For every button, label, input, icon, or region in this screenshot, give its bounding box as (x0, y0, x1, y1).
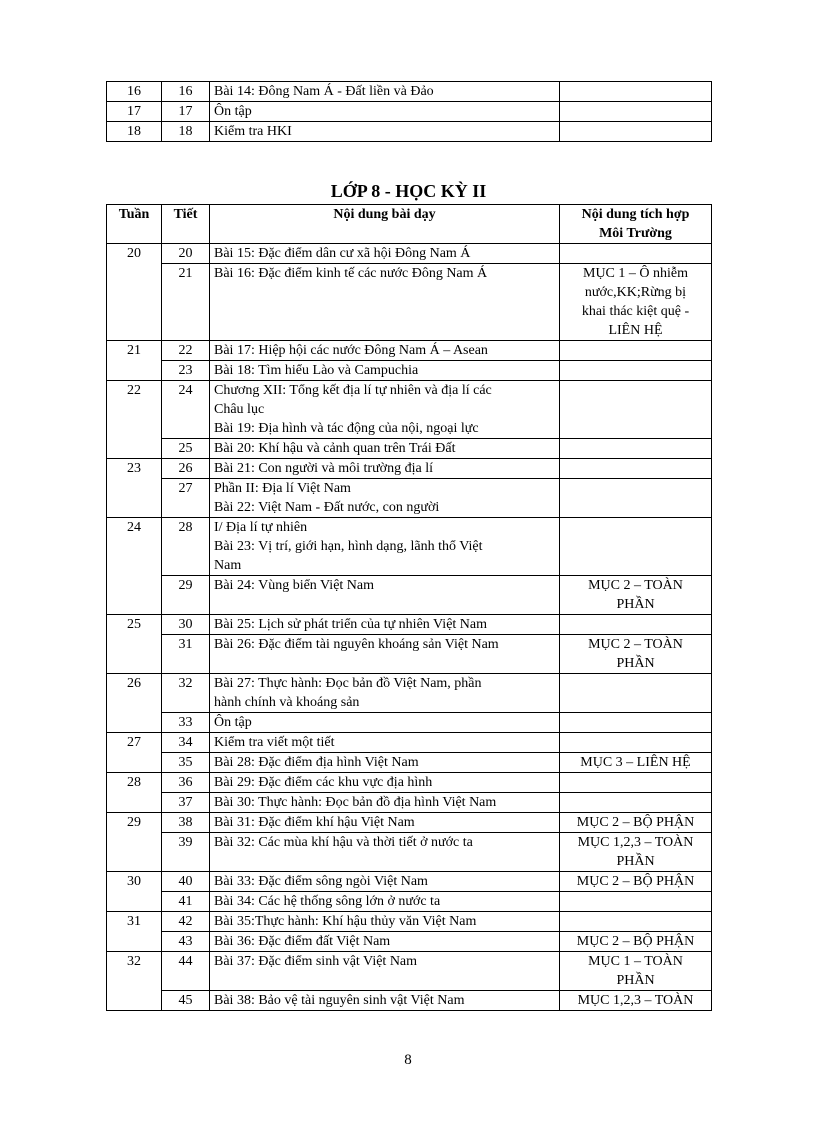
cell-tich-hop (560, 479, 712, 518)
section-title: LỚP 8 - HỌC KỲ II (330, 181, 487, 201)
cell-tuan: 18 (107, 122, 162, 142)
cell-tuan: 21 (107, 341, 162, 381)
cell-tich-hop (560, 872, 712, 892)
cell-tich-hop (560, 381, 712, 439)
table-row (107, 813, 712, 833)
cell-tiet: 17 (162, 102, 210, 122)
cell-tich-hop (560, 459, 712, 479)
cell-tuan: 22 (107, 381, 162, 459)
cell-tich-hop (560, 674, 712, 713)
cell-tich-hop (560, 341, 712, 361)
header-tich-hop-line1: Nội dung tích hợp (581, 207, 690, 222)
cell-tich-hop (560, 833, 712, 872)
cell-noi-dung (210, 439, 560, 459)
cell-noi-dung-line: Bài 29: Đặc điểm các khu vực địa hình (214, 775, 433, 790)
cell-noi-dung (210, 341, 560, 361)
page-number: 8 (404, 1052, 412, 1068)
cell-tich-hop-line: PHẦN (616, 854, 655, 869)
cell-tiet: 20 (162, 244, 210, 264)
cell-tich-hop (560, 793, 712, 813)
cell-noi-dung (210, 892, 560, 912)
table-row (107, 439, 712, 459)
cell-tich-hop (560, 892, 712, 912)
cell-tich-hop (560, 518, 712, 576)
cell-noi-dung-line: Bài 33: Đặc điểm sông ngòi Việt Nam (214, 874, 428, 889)
cell-tich-hop-line: MỤC 2 – BỘ PHẬN (576, 874, 695, 889)
cell-tich-hop-line: MỤC 3 – LIÊN HỆ (580, 755, 691, 770)
cell-tich-hop-line: MỤC 1,2,3 – TOÀN (577, 835, 694, 850)
cell-noi-dung (210, 813, 560, 833)
cell-tich-hop (560, 244, 712, 264)
cell-tuan: 32 (107, 952, 162, 1011)
cell-noi-dung-line: Bài 16: Đặc điểm kinh tế các nước Đông Nam Á (214, 266, 488, 281)
table-row (107, 833, 712, 872)
cell-tiet: 26 (162, 459, 210, 479)
table-row (107, 341, 712, 361)
cell-tuan: 29 (107, 813, 162, 872)
cell-noi-dung (210, 459, 560, 479)
cell-tuan: 28 (107, 773, 162, 813)
cell-tiet: 34 (162, 733, 210, 753)
cell-tich-hop-line: nước,KK;Rừng bị (584, 285, 687, 300)
cell-noi-dung-line: Ôn tập (214, 715, 252, 730)
table-row (107, 518, 712, 576)
table-row (107, 264, 712, 341)
table-row (107, 932, 712, 952)
cell-noi-dung (210, 381, 560, 439)
cell-tiet: 31 (162, 635, 210, 674)
cell-tiet: 30 (162, 615, 210, 635)
header-tich-hop (560, 205, 712, 244)
cell-tiet: 37 (162, 793, 210, 813)
cell-noi-dung (210, 833, 560, 872)
cell-noi-dung-line: Bài 37: Đặc điểm sinh vật Việt Nam (214, 954, 418, 969)
table-row (107, 102, 712, 122)
cell-tuan: 27 (107, 733, 162, 773)
cell-noi-dung (210, 912, 560, 932)
cell-tich-hop (560, 713, 712, 733)
cell-noi-dung (210, 793, 560, 813)
cell-tuan: 17 (107, 102, 162, 122)
table-row (107, 713, 712, 733)
table-row (107, 361, 712, 381)
table-row (107, 381, 712, 439)
cell-tich-hop (560, 773, 712, 793)
table-row (107, 122, 712, 142)
table-row (107, 773, 712, 793)
table-row (107, 674, 712, 713)
cell-noi-dung (210, 753, 560, 773)
cell-noi-dung (210, 576, 560, 615)
table-row (107, 793, 712, 813)
cell-noi-dung: Bài 14: Đông Nam Á - Đất liền và Đảo (210, 82, 560, 102)
cell-tuan: 23 (107, 459, 162, 518)
table-row (107, 912, 712, 932)
cell-tich-hop (560, 615, 712, 635)
cell-noi-dung-line: Bài 36: Đặc điểm đất Việt Nam (214, 934, 391, 949)
cell-noi-dung (210, 635, 560, 674)
cell-tiet: 24 (162, 381, 210, 439)
cell-tich-hop-line: LIÊN HỆ (608, 323, 663, 338)
cell-noi-dung (210, 518, 560, 576)
cell-tich-hop-line: MỤC 1,2,3 – TOÀN (577, 993, 694, 1008)
cell-noi-dung-line: Bài 38: Bảo vệ tài nguyên sinh vật Việt Nam (214, 993, 465, 1008)
cell-tiet: 42 (162, 912, 210, 932)
cell-tuan: 16 (107, 82, 162, 102)
cell-noi-dung-line: Bài 27: Thực hành: Đọc bản đồ Việt Nam, phần (214, 676, 482, 691)
cell-tich-hop (560, 361, 712, 381)
cell-tuan: 31 (107, 912, 162, 952)
top-table (106, 81, 712, 142)
cell-noi-dung-line: Bài 31: Đặc điểm khí hậu Việt Nam (214, 815, 415, 830)
header-noi-dung: Nội dung bài dạy (210, 205, 560, 244)
header-tiet: Tiết (162, 205, 210, 244)
cell-tich-hop-line: PHẦN (616, 973, 655, 988)
cell-tuan: 26 (107, 674, 162, 733)
cell-tich-hop-line: khai thác kiệt quệ - (581, 304, 690, 319)
cell-tiet: 41 (162, 892, 210, 912)
cell-noi-dung-line: Bài 32: Các mùa khí hậu và thời tiết ở nước ta (214, 835, 473, 850)
cell-tiet: 45 (162, 991, 210, 1011)
cell-noi-dung-line: Phần II: Địa lí Việt Nam (214, 481, 351, 496)
header-row (107, 205, 712, 244)
cell-tiet: 29 (162, 576, 210, 615)
cell-noi-dung-line: Bài 15: Đặc điểm dân cư xã hội Đông Nam Á (214, 246, 471, 261)
cell-noi-dung-line: Bài 24: Vùng biển Việt Nam (214, 578, 375, 593)
cell-tich-hop (560, 733, 712, 753)
cell-noi-dung-line: Chương XII: Tổng kết địa lí tự nhiên và địa lí các (214, 383, 492, 398)
cell-tiet: 43 (162, 932, 210, 952)
cell-tuan: 20 (107, 244, 162, 341)
cell-tich-hop (560, 635, 712, 674)
cell-tiet: 22 (162, 341, 210, 361)
table-row (107, 635, 712, 674)
cell-tiet: 38 (162, 813, 210, 833)
cell-tich-hop (560, 576, 712, 615)
table-row (107, 576, 712, 615)
cell-tuan: 30 (107, 872, 162, 912)
cell-noi-dung-line: Bài 20: Khí hậu và cảnh quan trên Trái Đất (214, 441, 456, 456)
cell-tich-hop-line: MỤC 1 – Ô nhiễm (583, 266, 688, 281)
table-row (107, 991, 712, 1011)
cell-noi-dung (210, 713, 560, 733)
cell-noi-dung-line: Nam (214, 558, 242, 573)
cell-noi-dung-line: Bài 19: Địa hình và tác động của nội, ngoại lực (214, 421, 479, 436)
cell-tiet: 21 (162, 264, 210, 341)
cell-noi-dung (210, 952, 560, 991)
curriculum-table (106, 204, 712, 1011)
cell-noi-dung-line: I/ Địa lí tự nhiên (214, 520, 308, 535)
cell-tich-hop (560, 82, 712, 102)
cell-noi-dung: Kiểm tra HKI (210, 122, 560, 142)
cell-tich-hop (560, 813, 712, 833)
table-row (107, 733, 712, 753)
cell-tich-hop (560, 753, 712, 773)
cell-noi-dung (210, 733, 560, 753)
cell-tuan: 24 (107, 518, 162, 615)
cell-noi-dung-line: Bài 25: Lịch sử phát triển của tự nhiên Việt Nam (214, 617, 488, 632)
cell-noi-dung (210, 991, 560, 1011)
cell-tiet: 33 (162, 713, 210, 733)
cell-noi-dung-line: Bài 17: Hiệp hội các nước Đông Nam Á – Asean (214, 343, 488, 358)
cell-tich-hop (560, 991, 712, 1011)
cell-noi-dung (210, 244, 560, 264)
cell-tich-hop (560, 122, 712, 142)
cell-tich-hop (560, 952, 712, 991)
table-row (107, 82, 712, 102)
cell-tiet: 28 (162, 518, 210, 576)
cell-tich-hop-line: PHẦN (616, 597, 655, 612)
cell-tiet: 39 (162, 833, 210, 872)
table-row (107, 244, 712, 264)
cell-noi-dung (210, 872, 560, 892)
cell-noi-dung (210, 361, 560, 381)
header-tuan: Tuần (107, 205, 162, 244)
table-row (107, 952, 712, 991)
cell-noi-dung (210, 615, 560, 635)
cell-tiet: 32 (162, 674, 210, 713)
cell-noi-dung (210, 674, 560, 713)
cell-tich-hop (560, 912, 712, 932)
table-row (107, 753, 712, 773)
cell-noi-dung (210, 264, 560, 341)
cell-tich-hop (560, 932, 712, 952)
cell-tiet: 40 (162, 872, 210, 892)
cell-noi-dung: Ôn tập (210, 102, 560, 122)
table-row (107, 872, 712, 892)
cell-tich-hop-line: MỤC 2 – BỘ PHẬN (576, 934, 695, 949)
table-row (107, 615, 712, 635)
table-row (107, 459, 712, 479)
cell-noi-dung-line: Bài 22: Việt Nam - Đất nước, con người (214, 500, 440, 515)
cell-tiet: 23 (162, 361, 210, 381)
cell-tiet: 44 (162, 952, 210, 991)
cell-tiet: 18 (162, 122, 210, 142)
cell-noi-dung-line: Bài 34: Các hệ thống sông lớn ở nước ta (214, 894, 441, 909)
cell-tich-hop-line: MỤC 2 – BỘ PHẬN (576, 815, 695, 830)
cell-noi-dung-line: Bài 35:Thực hành: Khí hậu thủy văn Việt Nam (214, 914, 477, 929)
cell-tiet: 27 (162, 479, 210, 518)
cell-noi-dung-line: Bài 30: Thực hành: Đọc bản đồ địa hình Việt Nam (214, 795, 497, 810)
cell-noi-dung-line: Bài 28: Đặc điểm địa hình Việt Nam (214, 755, 419, 770)
cell-noi-dung (210, 773, 560, 793)
cell-noi-dung (210, 479, 560, 518)
cell-tich-hop-line: MỤC 2 – TOÀN (588, 637, 683, 652)
table-row (107, 479, 712, 518)
cell-tich-hop (560, 264, 712, 341)
cell-tiet: 16 (162, 82, 210, 102)
cell-noi-dung-line: Bài 26: Đặc điểm tài nguyên khoáng sản Việt Nam (214, 637, 499, 652)
header-tich-hop-line2: Môi Trường (599, 226, 672, 241)
cell-noi-dung (210, 932, 560, 952)
cell-tiet: 36 (162, 773, 210, 793)
cell-tich-hop-line: MỤC 1 – TOÀN (588, 954, 683, 969)
cell-noi-dung-line: Châu lục (214, 402, 265, 417)
cell-noi-dung-line: Bài 18: Tìm hiểu Lào và Campuchia (214, 363, 419, 378)
table-row (107, 892, 712, 912)
cell-noi-dung-line: Bài 23: Vị trí, giới hạn, hình dạng, lãnh thổ Việt (214, 539, 483, 554)
cell-noi-dung-line: Bài 21: Con người và môi trường địa lí (214, 461, 433, 476)
cell-noi-dung-line: Kiểm tra viết một tiết (214, 735, 335, 750)
cell-tuan: 25 (107, 615, 162, 674)
cell-noi-dung-line: hành chính và khoáng sản (214, 695, 360, 710)
cell-tich-hop (560, 102, 712, 122)
cell-tich-hop-line: MỤC 2 – TOÀN (588, 578, 683, 593)
cell-tiet: 25 (162, 439, 210, 459)
cell-tich-hop-line: PHẦN (616, 656, 655, 671)
cell-tiet: 35 (162, 753, 210, 773)
cell-tich-hop (560, 439, 712, 459)
